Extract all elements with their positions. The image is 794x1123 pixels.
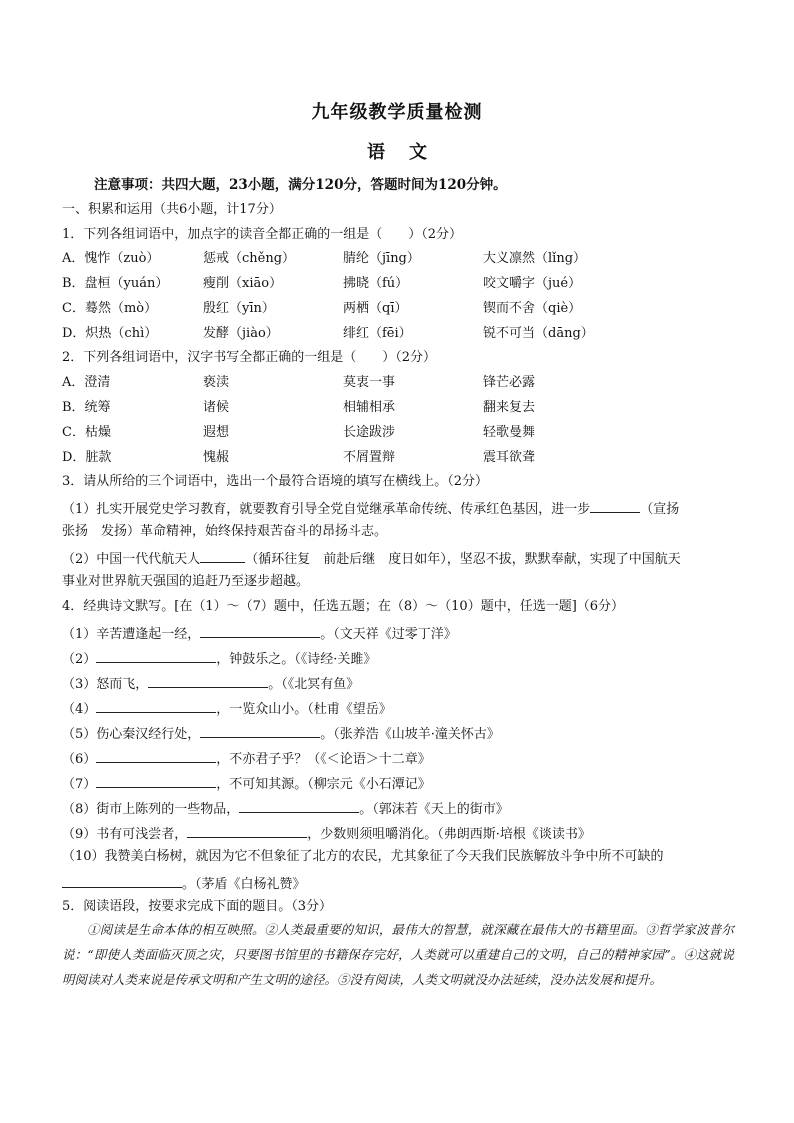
subject-title: 语文 <box>367 142 451 163</box>
q1-option-d-3: 绯红（fēi） <box>343 326 412 341</box>
reading-passage: ①阅读是生命本体的相互映照。②人类最重要的知识，最伟大的智慧，就深藏在最伟大的书籍里面。③哲学家波普尔说：“即使人类面临灭顶之灾，只要图书馆里的书籍保存完好，人类就可以重建自己的文明，自己的精神家园”。④这就说明阅读对人类来说是传承文明和产生文明的途径。⑤没有阅读，人类文明就没办法延续，没办法发展和提升。 <box>62 922 734 987</box>
answer-blank[interactable] <box>96 748 216 763</box>
q4-item-prefix: （3）怒而飞， <box>62 677 149 692</box>
answer-blank[interactable] <box>96 698 216 713</box>
q3-part-2-line-2: 事业对世界航天强国的追赶乃至逐步超越。 <box>62 574 310 589</box>
q2-option-a-2: 亵渎 <box>203 375 230 390</box>
q4-item-10-line-2 <box>62 873 306 894</box>
q4-item-suffix: ，一览众山小。（杜甫《望岳》 <box>216 702 392 717</box>
q1-option-a-3: 腈纶（jīng） <box>343 251 420 266</box>
q2-option-c-4: 轻歌曼舞 <box>483 425 536 440</box>
q1-option-c-4: 锲而不舍（qiè） <box>483 301 582 316</box>
q3-part-1-choices: （宣扬 <box>640 502 680 517</box>
answer-blank[interactable] <box>200 723 320 738</box>
q1-option-c-1: C．蓦然（mò） <box>62 301 158 316</box>
q3-part-1-line-1 <box>62 498 679 519</box>
q3-part-2-line-1 <box>62 548 681 569</box>
q4-item-prefix: （9）书有可浅尝者， <box>62 827 188 842</box>
q4-item-suffix: 。（文天祥《过零丁洋》 <box>320 627 457 642</box>
q4-item-suffix: 。（《北冥有鱼》 <box>268 677 360 692</box>
answer-blank[interactable] <box>96 648 216 663</box>
q2-option-d-1: D．脏款 <box>62 450 112 465</box>
q4-item-6 <box>62 748 431 769</box>
q4-item-suffix: 。（郭沫若《天上的街市》 <box>359 802 509 817</box>
q1-option-a-2: 惩戒（chěng） <box>203 251 296 266</box>
page-title: 九年级教学质量检测 <box>311 102 483 123</box>
q4-item-suffix: ，少数则须咀嚼消化。（弗朗西斯·培根《谈读书》 <box>307 827 591 842</box>
question-1-stem: 1．下列各组词语中，加点字的读音全都正确的一组是（ ）（2分） <box>62 227 463 242</box>
q2-option-b-3: 相辅相承 <box>343 400 396 415</box>
q2-option-b-4: 翻来复去 <box>483 400 536 415</box>
q4-item-suffix: 。（茅盾《白杨礼赞》 <box>182 877 306 892</box>
q4-item-prefix: （6） <box>62 752 97 767</box>
q4-item-10-line-1: （10）我赞美白杨树，就因为它不但象征了北方的农民，尤其象征了今天我们民族解放斗争中所不可缺的 <box>62 849 664 864</box>
q4-item-prefix: （2） <box>62 652 97 667</box>
q4-item-3 <box>62 673 359 694</box>
q4-item-prefix: （7） <box>62 777 97 792</box>
q4-item-prefix: （4） <box>62 702 97 717</box>
q3-part-2-choices: （循环往复 前赴后继 度日如年），坚忍不拔，默默奉献，实现了中国航天 <box>245 552 681 567</box>
answer-blank[interactable] <box>590 498 640 513</box>
answer-blank[interactable] <box>148 673 268 688</box>
q1-option-d-4: 锐不可当（dāng） <box>483 326 594 341</box>
answer-blank[interactable] <box>96 773 216 788</box>
q4-item-suffix: ，钟鼓乐之。（《诗经·关雎》 <box>216 652 377 667</box>
q4-item-4 <box>62 698 392 719</box>
q4-item-1 <box>62 623 457 644</box>
q2-option-d-3: 不屑置辩 <box>343 450 396 465</box>
q4-item-suffix: ，不可知其源。（柳宗元《小石潭记》 <box>216 777 431 792</box>
q2-option-b-2: 诸候 <box>203 400 230 415</box>
question-2-stem: 2．下列各组词语中，汉字书写全都正确的一组是（ ）（2分） <box>62 350 437 365</box>
q1-option-b-4: 咬文嚼字（jué） <box>483 276 582 291</box>
q1-option-c-3: 两栖（qī） <box>343 301 408 316</box>
q1-option-c-2: 殷红（yīn） <box>203 301 275 316</box>
exam-notice: 注意事项：共四大题，23小题，满分120分，答题时间为120分钟。 <box>94 177 507 193</box>
q1-option-a-4: 大义凛然（lǐng） <box>483 251 587 266</box>
q2-option-c-2: 遐想 <box>203 425 230 440</box>
section-heading: 一、积累和运用（共6小题，计17分） <box>62 202 282 217</box>
q2-option-a-1: A．澄清 <box>62 375 111 390</box>
answer-blank[interactable] <box>187 823 307 838</box>
answer-blank[interactable] <box>239 798 359 813</box>
q4-item-7 <box>62 773 431 794</box>
answer-blank[interactable] <box>62 873 182 888</box>
q4-item-9 <box>62 823 591 844</box>
q1-option-d-2: 发酵（jiào） <box>203 326 279 341</box>
q2-option-a-4: 锋芒必露 <box>483 375 536 390</box>
question-4-stem: 4．经典诗文默写。[在（1）～（7）题中，任选五题；在（8）～（10）题中，任选一题]（6分） <box>62 599 625 614</box>
q2-option-d-4: 震耳欲聋 <box>483 450 536 465</box>
q3-part-2-text: （2）中国一代代航天人 <box>62 552 201 567</box>
q1-option-b-3: 拂晓（fú） <box>343 276 409 291</box>
q4-item-5 <box>62 723 500 744</box>
q4-item-2 <box>62 648 376 669</box>
q2-option-b-1: B．统筹 <box>62 400 111 415</box>
q4-item-8 <box>62 798 509 819</box>
q3-part-1-line-2: 张扬 发扬）革命精神，始终保持艰苦奋斗的昂扬斗志。 <box>62 524 388 539</box>
question-3-stem: 3．请从所给的三个词语中，选出一个最符合语境的填写在横线上。（2分） <box>62 474 489 489</box>
q2-option-a-3: 莫衷一事 <box>343 375 396 390</box>
q2-option-c-1: C．枯燥 <box>62 425 111 440</box>
q4-item-prefix: （5）伤心秦汉经行处， <box>62 727 201 742</box>
q4-item-suffix: ，不亦君子乎？（《＜论语＞十二章》 <box>216 752 431 767</box>
q1-option-b-2: 瘦削（xiāo） <box>203 276 283 291</box>
answer-blank[interactable] <box>200 548 245 563</box>
q4-item-prefix: （1）辛苦遭逢起一经， <box>62 627 201 642</box>
q1-option-a-1: A．愧怍（zuò） <box>62 251 160 266</box>
q1-option-b-1: B．盘桓（yuán） <box>62 276 169 291</box>
q4-item-prefix: （8）街市上陈列的一些物品， <box>62 802 240 817</box>
q2-option-d-2: 愧赧 <box>203 450 230 465</box>
answer-blank[interactable] <box>200 623 320 638</box>
q3-part-1-text: （1）扎实开展党史学习教育，就要教育引导全党自觉继承革命传统、传承红色基因，进一步 <box>62 502 591 517</box>
question-5-stem: 5．阅读语段，按要求完成下面的题目。（3分） <box>62 899 333 914</box>
q4-item-suffix: 。（张养浩《山坡羊·潼关怀古》 <box>320 727 500 742</box>
q1-option-d-1: D．炽热（chì） <box>62 326 158 341</box>
q2-option-c-3: 长途跋涉 <box>343 425 396 440</box>
